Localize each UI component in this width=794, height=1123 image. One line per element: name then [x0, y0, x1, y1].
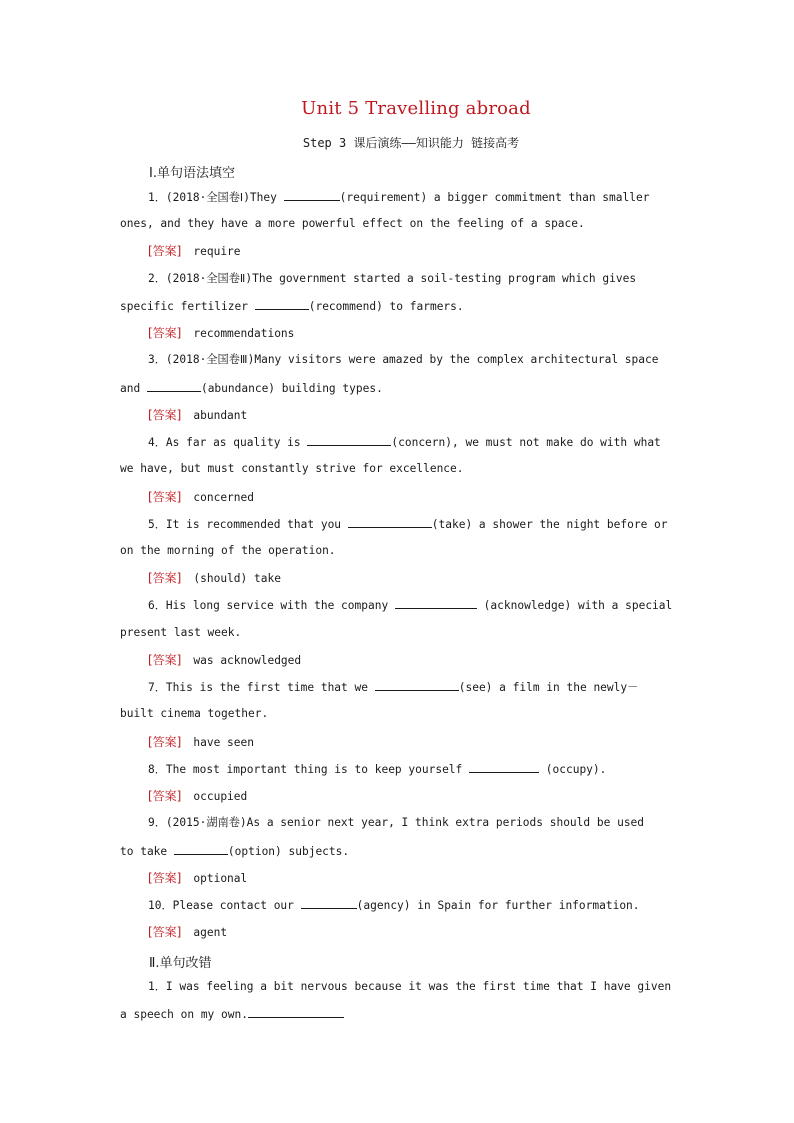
question-line: 3．(2018·全国卷Ⅲ)Many visitors were amazed by the complex architectural space: [148, 353, 659, 366]
question-line: 6．His long service with the company (acknowledge) with a special: [148, 599, 673, 612]
page-subtitle: Step 3 课后演练——知识能力 链接高考: [302, 136, 520, 150]
answer-row: [148, 735, 254, 750]
question-line: ones, and they have a more powerful effect on the feeling of a space.: [120, 217, 585, 230]
answer-tag: [答案]: [148, 789, 182, 803]
question-line: 8．The most important thing is to keep yourself (occupy).: [148, 763, 607, 776]
answer-blank: [147, 381, 201, 392]
answer-row: [148, 653, 301, 668]
answer-blank: [301, 898, 357, 909]
answer-text: recommendations: [193, 327, 295, 340]
page-title: Unit 5 Travelling abroad: [301, 98, 531, 119]
answer-blank: [469, 762, 539, 773]
answer-tag: [答案]: [148, 408, 182, 422]
answer-row: [148, 789, 247, 804]
answer-row: [148, 326, 294, 341]
answer-text: (should) take: [193, 572, 281, 585]
answer-blank: [255, 299, 309, 310]
question-line: present last week.: [120, 626, 242, 639]
question-line: 10．Please contact our (agency) in Spain for further information.: [148, 899, 640, 912]
answer-row: [148, 244, 241, 259]
answer-text: have seen: [193, 736, 254, 749]
question-line: 7．This is the first time that we (see) a film in the newly－: [148, 681, 639, 694]
answer-text: was acknowledged: [193, 654, 302, 667]
answer-text: abundant: [193, 409, 248, 422]
answer-row: [148, 571, 281, 586]
question-line: on the morning of the operation.: [120, 544, 336, 557]
answer-blank: [248, 1007, 344, 1018]
question-line: 2．(2018·全国卷Ⅱ)The government started a soil-testing program which gives: [148, 272, 637, 285]
answer-tag: [答案]: [148, 925, 182, 939]
question-line: 1．(2018·全国卷Ⅰ)They (requirement) a bigger commitment than smaller: [148, 191, 650, 204]
answer-blank: [395, 598, 477, 609]
answer-tag: [答案]: [148, 871, 182, 885]
answer-tag: [答案]: [148, 326, 182, 340]
section-heading-grammar: Ⅰ.单句语法填空: [149, 166, 235, 181]
question-line: 9．(2015·湖南卷)As a senior next year, I think extra periods should be used: [148, 816, 645, 829]
answer-row: [148, 925, 227, 940]
answer-text: optional: [193, 872, 248, 885]
section-heading-error-correction: Ⅱ.单句改错: [149, 956, 212, 971]
answer-tag: [答案]: [148, 244, 182, 258]
question-line: specific fertilizer (recommend) to farmers.: [120, 300, 464, 313]
question-line: we have, but must constantly strive for excellence.: [120, 462, 464, 475]
answer-text: concerned: [193, 491, 254, 504]
question-line: a speech on my own.: [120, 1007, 344, 1022]
answer-row: [148, 871, 247, 886]
question-line: to take (option) subjects.: [120, 845, 350, 858]
question-line: 4．As far as quality is (concern), we must not make do with what: [148, 436, 661, 449]
answer-text: agent: [193, 926, 228, 939]
answer-blank: [174, 844, 228, 855]
answer-blank: [307, 435, 391, 446]
answer-row: [148, 408, 247, 423]
answer-tag: [答案]: [148, 735, 182, 749]
question-line: and (abundance) building types.: [120, 382, 383, 395]
answer-blank: [284, 190, 340, 201]
answer-tag: [答案]: [148, 653, 182, 667]
answer-blank: [348, 517, 432, 528]
answer-blank: [375, 680, 459, 691]
answer-text: occupied: [193, 790, 248, 803]
answer-row: [148, 490, 254, 505]
question-line: built cinema together.: [120, 707, 269, 720]
question-line: 1．I was feeling a bit nervous because it was the first time that I have given: [148, 980, 672, 993]
answer-tag: [答案]: [148, 571, 182, 585]
answer-text: require: [193, 245, 241, 258]
answer-tag: [答案]: [148, 490, 182, 504]
question-line: 5．It is recommended that you (take) a shower the night before or: [148, 518, 668, 531]
